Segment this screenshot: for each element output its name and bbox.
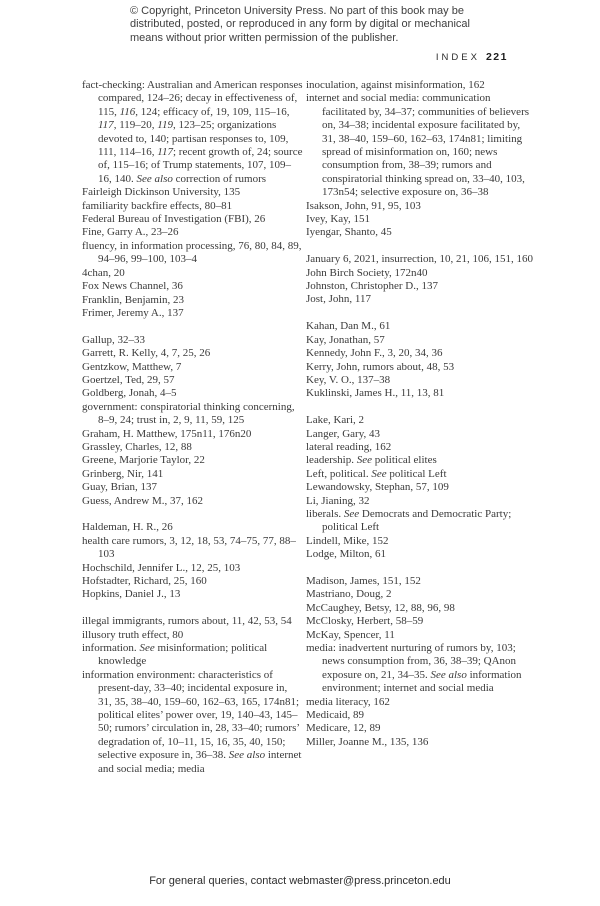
index-entry: inoculation, against misinformation, 162 — [306, 79, 485, 91]
index-entry: fluency, in information processing, 76, 80, 84, 89, 94–96, 99–100, 103–4 — [82, 239, 302, 266]
webmaster-email-link[interactable]: webmaster@press.princeton.edu — [289, 875, 451, 887]
copyright-line-3: means without prior written permission of the publisher. — [130, 31, 399, 44]
index-entry: Garrett, R. Kelly, 4, 7, 25, 26 — [82, 347, 211, 360]
index-entry: information. See misinformation; political knowledge — [82, 642, 268, 668]
index-entry: Kuklinski, James H., 11, 13, 81 — [306, 387, 445, 400]
index-entry: Hopkins, Daniel J., 13 — [82, 588, 181, 601]
page-number: 221 — [485, 51, 508, 63]
index-entry: Fine, Garry A., 23–26 — [82, 226, 179, 239]
copyright-line-1: © Copyright, Princeton University Press. No part of this book may be — [130, 5, 464, 17]
index-entry: government: conspiratorial thinking concerning, 8–9, 24; trust in, 2, 9, 11, 59, 125 — [82, 400, 295, 427]
index-entry: Guay, Brian, 137 — [82, 481, 158, 494]
index-entry: media literacy, 162 — [306, 695, 390, 708]
index-entry: Kahan, Dan M., 61 — [306, 320, 391, 333]
running-head — [436, 47, 508, 65]
index-entry: Johnston, Christopher D., 137 — [306, 280, 438, 293]
index-group — [306, 575, 536, 749]
index-entry: Gentzkow, Matthew, 7 — [82, 360, 182, 373]
index-entry: Lodge, Milton, 61 — [306, 548, 387, 561]
index-entry: media: inadvertent nurturing of rumors by, 103; news consumption from, 36, 38–39; QAnon exposure on, 21, 34–35. See also information environment; internet and social media — [306, 642, 522, 695]
index-entry: liberals. See Democrats and Democratic Party; political Left — [306, 507, 512, 534]
index-entry: Grassley, Charles, 12, 88 — [82, 440, 192, 453]
index-entry: Li, Jianing, 32 — [306, 494, 370, 507]
index-group — [82, 521, 303, 601]
index-entry: Madison, James, 151, 152 — [306, 574, 421, 587]
index-entry: Medicare, 12, 89 — [306, 722, 381, 735]
index-entry: Goertzel, Ted, 29, 57 — [82, 373, 175, 386]
index-entry: 4chan, 20 — [82, 266, 125, 279]
copyright-notice — [130, 5, 475, 45]
index-entry: Isakson, John, 91, 95, 103 — [306, 199, 421, 212]
index-entry: Grinberg, Nir, 141 — [82, 467, 164, 480]
index-entry: Graham, H. Matthew, 175n11, 176n20 — [82, 427, 252, 440]
index-entry: internet and social media: communication facilitated by, 34–37; communities of believers on, 34–38; incidental exposure facilitated by, 31, 38–40, 159–60, 162–63, 174n81; limiting spread of misinformation on, 160; news consumption from, 38–39; rumors and conspiratorial thinking spread on, 33–40, 103, 173n54; selective exposure on, 36–38 — [306, 92, 530, 199]
index-entry: illegal immigrants, rumors about, 11, 42, 53, 54 — [82, 615, 292, 628]
index-entry: Frimer, Jeremy A., 137 — [82, 306, 184, 319]
index-entry: Fairleigh Dickinson University, 135 — [82, 186, 241, 199]
index-column-left — [82, 79, 303, 776]
index-entry: Kennedy, John F., 3, 20, 34, 36 — [306, 347, 443, 360]
index-entry: McClosky, Herbert, 58–59 — [306, 615, 424, 628]
index-entry: McKay, Spencer, 11 — [306, 628, 395, 641]
index-entry: Guess, Andrew M., 37, 162 — [82, 494, 203, 507]
index-label: INDEX — [435, 52, 480, 63]
index-entry: Left, political. See political Left — [306, 467, 447, 480]
index-entry: Goldberg, Jonah, 4–5 — [82, 387, 177, 400]
index-entry: information environment: characteristics of present-day, 33–40; incidental exposure in, 31, 35, 38–40, 159–60, 162–63, 165, 174n81; political elites’ power over, 19, 140–43, 145–50; rumors’ circulation in, 28, 33–40; rumors’ degradation of, 10–11, 15, 16, 35, 40, 150; selective exposure in, 36–38. See also internet and social media; media — [82, 668, 302, 775]
index-entry: Kay, Jonathan, 57 — [306, 333, 385, 346]
footer — [0, 875, 600, 887]
index-entry: Jost, John, 117 — [306, 293, 371, 306]
index-entry: Hofstadter, Richard, 25, 160 — [82, 575, 207, 587]
index-entry: lateral reading, 162 — [306, 440, 392, 453]
index-entry: John Birch Society, 172n40 — [306, 266, 428, 279]
index-entry: Miller, Joanne M., 135, 136 — [306, 735, 429, 748]
index-entry: Iyengar, Shanto, 45 — [306, 226, 392, 239]
index-entry: leadership. See political elites — [306, 454, 437, 467]
index-entry: Gallup, 32–33 — [82, 333, 145, 346]
index-entry: McCaughey, Betsy, 12, 88, 96, 98 — [306, 601, 455, 614]
copyright-line-2: distributed, posted, or reproduced in any form by digital or mechanical — [130, 18, 470, 31]
index-entry: Franklin, Benjamin, 23 — [82, 293, 185, 306]
index-entry: Lewandowsky, Stephan, 57, 109 — [306, 481, 449, 494]
index-entry: fact-checking: Australian and American responses compared, 124–26; decay in effectiveness of, 115, 116, 124; efficacy of, 19, 109, 115–16, 117, 119–20, 119, 123–25; organizations devoted to, 140; partisan responses to, 109, 111, 114–16, 117; recent growth of, 24; source of, 115–16; of Trump statements, 107, 109–16, 140. See also correction of rumors — [82, 79, 303, 185]
index-entry: Ivey, Kay, 151 — [306, 213, 370, 226]
index-entry: Lindell, Mike, 152 — [306, 534, 389, 547]
index-entry: Fox News Channel, 36 — [82, 280, 183, 293]
index-group — [306, 320, 536, 400]
footer-text: For general queries, contact — [149, 875, 290, 887]
index-entry: Key, V. O., 137–38 — [306, 373, 391, 386]
index-group — [82, 79, 303, 320]
index-entry: Haldeman, H. R., 26 — [82, 521, 173, 534]
index-entry: January 6, 2021, insurrection, 10, 21, 106, 151, 160 — [306, 253, 533, 266]
index-entry: Langer, Gary, 43 — [306, 427, 380, 440]
index-entry: Hochschild, Jennifer L., 12, 25, 103 — [82, 561, 241, 574]
index-entry: health care rumors, 3, 12, 18, 53, 74–75, 77, 88–103 — [82, 534, 296, 561]
index-group — [306, 253, 536, 307]
index-entry: Lake, Kari, 2 — [306, 414, 365, 427]
index-entry: Mastriano, Doug, 2 — [306, 588, 392, 601]
index-entry: Federal Bureau of Investigation (FBI), 26 — [82, 213, 266, 226]
index-group — [82, 334, 303, 508]
index-group — [82, 615, 303, 776]
index-entry: illusory truth effect, 80 — [82, 628, 184, 641]
index-entry: Kerry, John, rumors about, 48, 53 — [306, 360, 455, 373]
index-entry: familiarity backfire effects, 80–81 — [82, 199, 233, 212]
index-entry: Greene, Marjorie Taylor, 22 — [82, 454, 205, 467]
index-group — [306, 414, 536, 561]
index-entry: Medicaid, 89 — [306, 709, 365, 722]
index-group — [306, 79, 536, 240]
index-column-right — [306, 79, 536, 749]
